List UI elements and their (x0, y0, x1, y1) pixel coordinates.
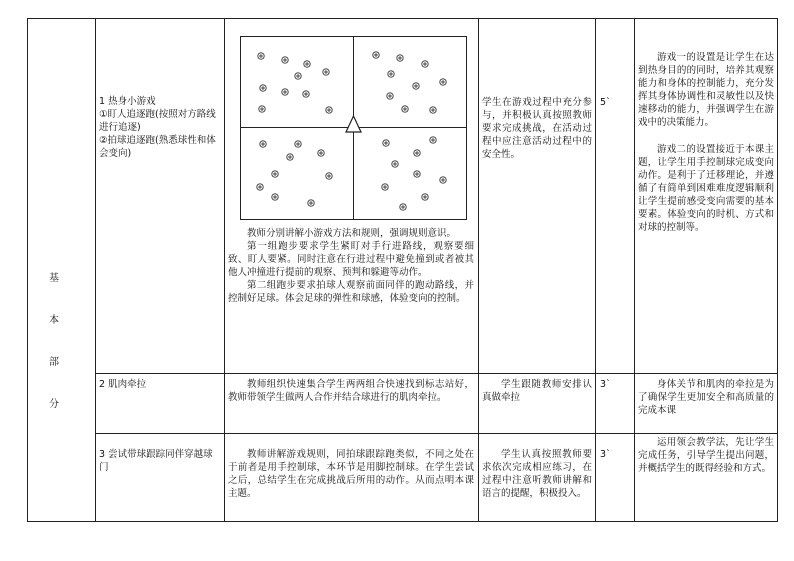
row2-student (482, 378, 592, 404)
col-divider-time (634, 18, 635, 522)
row1-content-line: ②拍球追逐跑(熟悉球性和体会变向) (99, 135, 216, 159)
row2-content (99, 378, 221, 391)
row3-design (638, 436, 774, 475)
row3-time (600, 448, 630, 461)
section-char: 部 (49, 357, 59, 368)
row3-student-text: 学生认真按照教师要求依次完成相应练习，在过程中注意听教师讲解和语言的提醒，积极投入。 (482, 449, 592, 499)
row3-content-line: 3 尝试带球跟踪同伴穿越球门 (99, 449, 213, 473)
row2-content-line: 2 肌肉牵拉 (99, 379, 147, 390)
col-divider-content (224, 18, 225, 522)
row1-time (600, 96, 630, 109)
row1-content-line: 1 热身小游戏 (99, 96, 156, 107)
row3-student (482, 448, 592, 500)
table-top-border (27, 18, 778, 19)
row-divider-1 (95, 373, 778, 374)
row3-teacher (228, 448, 474, 500)
row1-student (482, 96, 592, 161)
row1-time-text: 5` (600, 97, 611, 108)
row2-teacher (228, 378, 474, 404)
row2-time (600, 378, 630, 391)
row3-content (99, 448, 221, 474)
table-left-border (27, 18, 28, 522)
row2-design-para: 身体关节和肌肉的牵拉是为了确保学生更加安全和高质量的完成本课 (638, 379, 774, 416)
row3-time-text: 3` (600, 449, 611, 460)
row1-teacher-para: 第一组跑步要求学生紧盯对手行进路线，观察要细致、盯人要紧。同时注意在行进过程中避免撞到或者被其他人冲撞进行提前的观察、预判和躲避等动作。 (228, 241, 474, 278)
row1-content-line: ①盯人追逐跑(按照对方路线进行追逐) (99, 109, 216, 133)
row2-design (638, 378, 774, 417)
row3-teacher-para: 教师讲解游戏规则，同拍球跟踪跑类似，不同之处在于前者是用手控制球，本环节是用脚控制球。在学生尝试之后，总结学生在完成挑战后所用的动作。从而点明本课主题。 (228, 449, 474, 499)
section-char: 本 (49, 315, 59, 326)
section-char: 基 (49, 273, 59, 284)
row2-time-text: 3` (600, 379, 611, 390)
col-divider-section (95, 18, 96, 522)
row1-teacher-para: 教师分别讲解小游戏方法和规则，强调规则意识。 (247, 228, 457, 239)
row1-design-para: 游戏二的设置接近于本课主题，让学生用手控制球完成变向动作。是利于了迁移理论，并遵循了有简单到困难难度逻辑顺利让学生提前感受变向需要的基本要素。体验变向的时机、方式和对球的控制等。 (638, 144, 774, 233)
row1-content (99, 95, 221, 160)
row-divider-2 (95, 433, 778, 434)
row2-teacher-para: 教师组织快速集合学生两两组合快速找到标志站好，教师带领学生做两人合作并结合球进行的肌肉牵拉。 (228, 379, 474, 403)
warmup-game-diagram (240, 36, 467, 220)
table-right-border (777, 18, 778, 522)
row1-design-para: 游戏一的设置是让学生在达到热身目的的同时，培养其观察能力和身体的控制能力，充分发挥其身体协调性和灵敏性以及快速移动的能力，并强调学生在游戏中的决策能力。 (638, 52, 774, 128)
row2-student-text: 学生跟随教师安排认真做牵拉 (482, 379, 592, 403)
row1-student-text: 学生在游戏过程中充分参与，并积极认真按照教师要求完成挑战，在活动过程中应注意活动过程中的安全性。 (482, 97, 592, 160)
section-char: 分 (49, 399, 59, 410)
row1-teacher (228, 227, 474, 305)
col-divider-teacher (478, 18, 479, 522)
row1-teacher-para: 第二组跑步要求拍球人观察前面同伴的跑动路线，并控制好足球。体会足球的弹性和球感，体验变向的控制。 (228, 280, 474, 304)
section-label (44, 272, 64, 440)
table-bottom-border (27, 521, 778, 522)
row1-design (638, 51, 774, 234)
row3-design-para: 运用领会教学法，先让学生完成任务，引导学生提出问题，并概括学生的既得经验和方式。 (638, 437, 774, 474)
col-divider-student (595, 18, 596, 522)
